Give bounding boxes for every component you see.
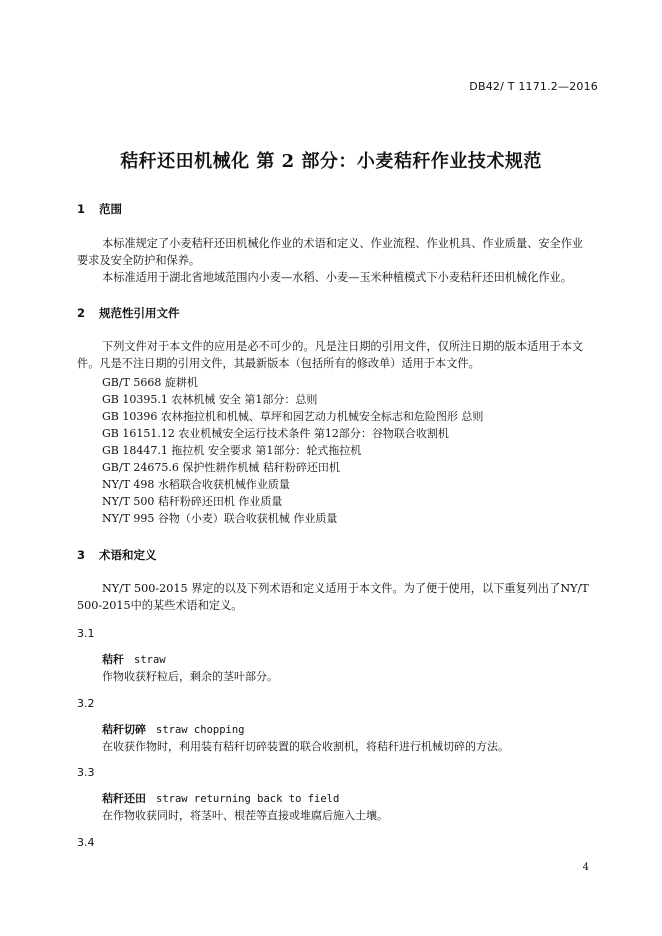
section-1-number: 1 (77, 202, 86, 216)
term-definition: 在收获作物时，利用装有秸秆切碎装置的联合收割机，将秸秆进行机械切碎的方法。 (102, 740, 509, 753)
term-en: straw returning back to field (156, 793, 340, 805)
section-2-title: 规范性引用文件 (99, 306, 180, 320)
reference-item: NY/T 995 谷物（小麦）联合收获机械 作业质量 (102, 512, 338, 525)
term-zh: 秸秆切碎 (102, 723, 146, 736)
term-number: 3.4 (77, 836, 95, 849)
reference-item: NY/T 498 水稻联合收获机械作业质量 (102, 478, 290, 491)
term-number: 3.1 (77, 627, 95, 640)
reference-item: GB/T 24675.6 保护性耕作机械 秸秆粉碎还田机 (102, 461, 340, 474)
term-definition: 作物收获籽粒后，剩余的茎叶部分。 (102, 670, 278, 683)
term-heading (102, 790, 339, 806)
section-1-para1-line1: 本标准规定了小麦秸秆还田机械化作业的术语和定义、作业流程、作业机具、作业质量、安全作业 (102, 237, 584, 250)
section-3-heading (77, 547, 157, 563)
term-en: straw chopping (156, 724, 245, 736)
document-title: 秸秆还田机械化 第 2 部分：小麦秸秆作业技术规范 (120, 151, 542, 172)
term-number: 3.2 (77, 697, 95, 710)
section-1-heading (77, 201, 122, 217)
section-2-heading (77, 305, 180, 321)
term-definition: 在作物收获同时，将茎叶、根茬等直接或堆腐后施入土壤。 (102, 809, 388, 822)
reference-item: GB 10396 农林拖拉机和机械、草坪和园艺动力机械安全标志和危险图形 总则 (102, 410, 484, 423)
section-1-title: 范围 (99, 202, 122, 216)
section-2-intro-line1: 下列文件对于本文件的应用是必不可少的。凡是注日期的引用文件，仅所注日期的版本适用于本文 (102, 340, 584, 353)
section-1-para2: 本标准适用于湖北省地域范围内小麦—水稻、小麦—玉米种植模式下小麦秸秆还田机械化作业。 (102, 271, 572, 284)
section-3-title: 术语和定义 (99, 548, 157, 562)
reference-item: GB 16151.12 农业机械安全运行技术条件 第12部分：谷物联合收割机 (102, 427, 449, 440)
reference-item: GB/T 5668 旋耕机 (102, 376, 198, 389)
term-number: 3.3 (77, 766, 95, 779)
term-en: straw (134, 654, 166, 666)
term-zh: 秸秆 (102, 653, 124, 666)
term-heading (102, 651, 166, 667)
term-zh: 秸秆还田 (102, 792, 146, 805)
term-heading (102, 721, 245, 737)
section-3-number: 3 (77, 548, 86, 562)
reference-item: GB 18447.1 拖拉机 安全要求 第1部分：轮式拖拉机 (102, 444, 362, 457)
reference-item: GB 10395.1 农林机械 安全 第1部分：总则 (102, 393, 318, 406)
page-number: 4 (582, 862, 589, 873)
section-3-intro-line2: 500-2015中的某些术语和定义。 (77, 599, 243, 612)
reference-item: NY/T 500 秸秆粉碎还田机 作业质量 (102, 495, 283, 508)
standard-code: DB42/ T 1171.2—2016 (469, 80, 598, 93)
section-2-number: 2 (77, 306, 86, 320)
section-1-para1-line2: 要求及安全防护和保养。 (77, 254, 201, 267)
section-2-intro-line2: 件。凡是不注日期的引用文件，其最新版本（包括所有的修改单）适用于本文件。 (77, 357, 480, 370)
section-3-intro-line1: NY/T 500-2015 界定的以及下列术语和定义适用于本文件。为了便于使用，以下重复列出了NY/T (102, 582, 589, 595)
